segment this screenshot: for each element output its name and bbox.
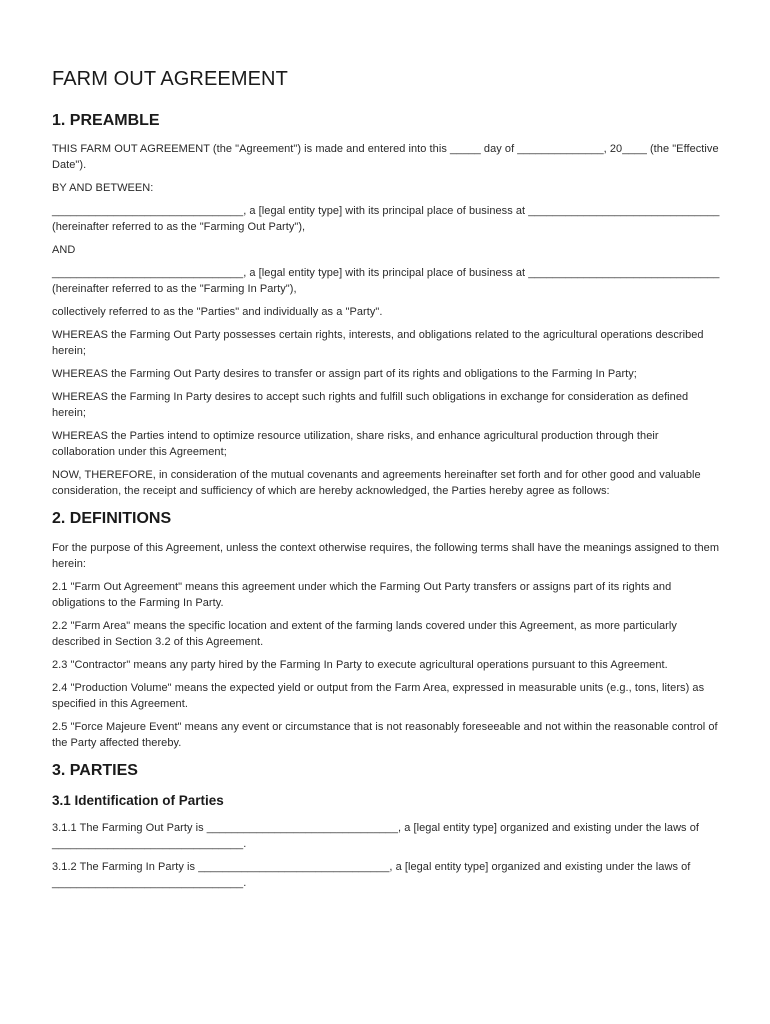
by-and-between: BY AND BETWEEN: [52, 182, 154, 194]
and-separator: AND [52, 244, 76, 256]
farming-out-party-clause: _______________________________, a [legal entity type] with its principal place of business at _______________________________ (hereinafter referred to as the "Farming Out Party"), [52, 205, 720, 233]
definitions-intro: For the purpose of this Agreement, unless the context otherwise requires, the following terms shall have the meanings assigned to them herein: [52, 542, 720, 570]
collectively-clause: collectively referred to as the "Parties" and individually as a "Party". [52, 306, 383, 318]
farming-in-party-clause: _______________________________, a [legal entity type] with its principal place of business at _______________________________ (hereinafter referred to as the "Farming In Party"), [52, 267, 720, 295]
whereas-clause-1: WHEREAS the Farming Out Party possesses certain rights, interests, and obligations related to the agricultural operations described herein; [52, 329, 704, 357]
preamble-intro: THIS FARM OUT AGREEMENT (the "Agreement") is made and entered into this _____ day of ______________, 20____ (the "Effective Date"). [52, 143, 719, 171]
definition-item: 2.4 "Production Volume" means the expected yield or output from the Farm Area, expressed in measurable units (e.g., tons, liters) as specified in this Agreement. [52, 682, 705, 710]
definition-item: 2.3 "Contractor" means any party hired by the Farming In Party to execute agricultural operations pursuant to this Agreement. [52, 659, 668, 671]
definition-item: 2.1 "Farm Out Agreement" means this agreement under which the Farming Out Party transfers or assigns part of its rights and obligations to the Farming In Party. [52, 581, 672, 609]
section-heading-definitions: 2. DEFINITIONS [52, 510, 172, 527]
whereas-clause-2: WHEREAS the Farming Out Party desires to transfer or assign part of its rights and obligations to the Farming In Party; [52, 368, 637, 380]
document-title: FARM OUT AGREEMENT [52, 68, 288, 90]
whereas-clause-4: WHEREAS the Parties intend to optimize resource utilization, share risks, and enhance agricultural production through their collaboration under this Agreement; [52, 430, 659, 458]
definition-item: 2.5 "Force Majeure Event" means any event or circumstance that is not reasonably foreseeable and not within the reasonable control of the Party affected thereby. [52, 721, 718, 749]
subsection-heading-identification: 3.1 Identification of Parties [52, 793, 224, 808]
section-heading-preamble: 1. PREAMBLE [52, 112, 160, 129]
parties-item-farming-out: 3.1.1 The Farming Out Party is _______________________________, a [legal entity type] organized and existing under the laws of _______________________________. [52, 822, 699, 850]
whereas-clause-3: WHEREAS the Farming In Party desires to accept such rights and fulfill such obligations in exchange for consideration as defined herein; [52, 391, 689, 419]
definition-item: 2.2 "Farm Area" means the specific location and extent of the farming lands covered under this Agreement, as more particularly described in Section 3.2 of this Agreement. [52, 620, 677, 648]
parties-item-farming-in: 3.1.2 The Farming In Party is _______________________________, a [legal entity type] organized and existing under the laws of _______________________________. [52, 861, 691, 889]
document-page [52, 66, 720, 898]
section-heading-parties: 3. PARTIES [52, 762, 138, 779]
now-therefore-clause: NOW, THEREFORE, in consideration of the mutual covenants and agreements hereinafter set forth and for other good and valuable consideration, the receipt and sufficiency of which are hereby acknowledged, the Parties hereby agree as follows: [52, 469, 701, 497]
